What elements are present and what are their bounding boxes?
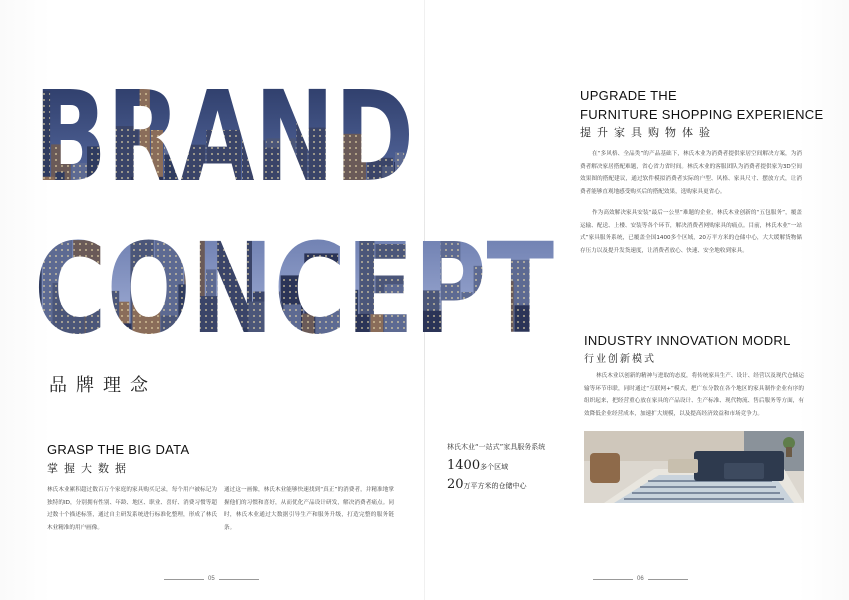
bigdata-heading: GRASP THE BIG DATA (47, 442, 190, 457)
folio-rule (219, 579, 259, 580)
brand-concept-zh-title: 品牌理念 (49, 375, 157, 396)
folio-rule (593, 579, 633, 580)
upgrade-heading-line1: UPGRADE THE (580, 88, 677, 103)
folio-rule (164, 579, 204, 580)
industry-zh-heading: 行业创新模式 (584, 354, 656, 365)
upgrade-zh-heading: 提升家具购物体验 (580, 126, 716, 139)
upgrade-paragraph-2: 作为高效解决家具安装“最后一公里”难题的企业，林氏木业创新的“五包服务”，覆盖运输、配送、上楼、安装等各个环节，解决消费者网购家具的痛点。目前，林氏木业“一站式”家具服务系统，已覆盖全国1400多个区域，20万平方米的仓储中心，大大缓解货物储存压力以及提升发货速度，让消费者放心、快速、安全地收到家具。 (580, 210, 802, 254)
stat-warehouse-unit: 万平方米的仓储中心 (463, 482, 527, 490)
stat-regions (447, 456, 567, 475)
folio-rule (648, 579, 688, 580)
bigdata-paragraph-1: 林氏木业累积超过数百万个家庭的家具购买记录，每个用户被标记为独特的ID，分别拥有性别、年龄、地区、职业、喜好、消费习惯等超过数十个描述标签，通过自主研发系统进行标准化整理，形成了林氏木业精准的用户画像。 (47, 487, 217, 531)
stat-warehouse-number: 20 (447, 477, 464, 492)
stat-warehouse (447, 475, 567, 494)
folio-left (164, 573, 259, 585)
page-number-left: 05 (208, 576, 215, 582)
upgrade-paragraph-1: 在“多风格、全品类”的产品基础下，林氏木业为消费者提供家居空间解决方案，为消费者解决家居搭配难题，省心省力省时间。林氏木业的客服团队为消费者提供家为3D空间效果图的搭配建议，通过软件模拟消费者实际的户型、风格、家具尺寸、摆放方式，让消费者能够直观地感受购买后的搭配效果，选购家具更省心。 (580, 151, 802, 195)
stat-regions-number: 1400 (447, 458, 481, 473)
bigdata-paragraph-2: 通过这一画像，林氏木业能够快速找到“真正”的消费者，并精准地掌握他们的习惯和喜好，从而优化产品设计研发，解决消费者痛点。同时，林氏木业通过大数据引导生产和服务升级，打造完整的服务链条。 (224, 487, 394, 531)
bigdata-zh-heading: 掌握大数据 (47, 462, 132, 475)
living-room-photo (584, 431, 804, 503)
page-number-right: 06 (637, 576, 644, 582)
service-stats (447, 442, 567, 494)
folio-right (593, 573, 688, 585)
stats-title: 林氏木业“一站式”家具服务系统 (447, 443, 546, 451)
stat-regions-unit: 多个区域 (480, 463, 509, 471)
industry-heading: INDUSTRY INNOVATION MODRL (584, 333, 791, 348)
industry-paragraph: 林氏木业以创新的精神与进取的态度，将传统家具生产、设计、经营以及现代仓储运输等环节串联，同时通过“互联网+”模式，把广东分散在各个地区的家具制作企业有序的组织起来，把经营重心放在家具的产品设计、生产标准、现代物流、售后服务等方面，有效降低企业经营成本，加速扩大规模，以及提高经济效益和市场竞争力。 (584, 373, 804, 417)
upgrade-heading-line2: FURNITURE SHOPPING EXPERIENCE (580, 107, 824, 122)
brand-concept-headline (0, 50, 600, 350)
